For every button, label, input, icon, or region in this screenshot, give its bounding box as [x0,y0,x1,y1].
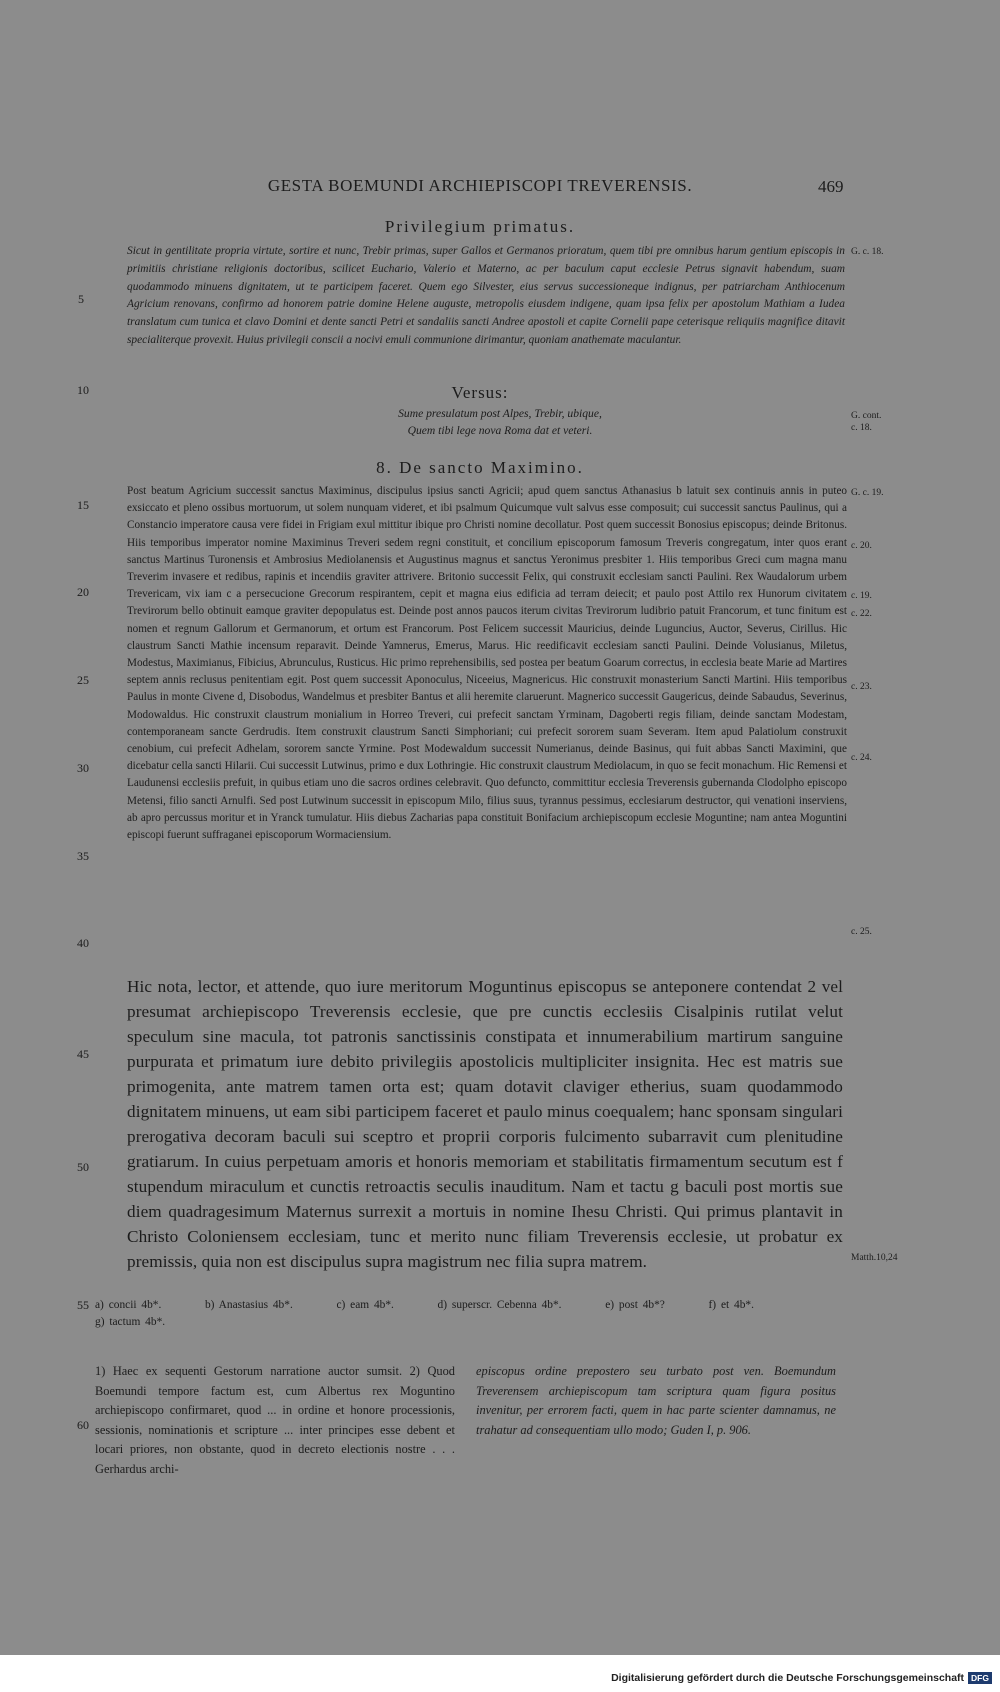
margin-note-c24: c. 24. [851,753,872,763]
versus-title: Versus: [451,383,509,402]
margin-note-c25: c. 25. [851,927,872,937]
apparatus-e: e) post 4b*? [605,1299,665,1311]
line-number: 35 [77,849,89,863]
line-number: 30 [77,761,89,775]
verse-line-2: Quem tibi lege nova Roma dat et veteri. [407,424,593,437]
line-number: 40 [77,936,89,950]
line-number: 20 [77,585,89,599]
margin-note-c23: c. 23. [851,682,872,692]
apparatus-f: f) et 4b*. [708,1299,754,1311]
commentary-text: Hic nota, lector, et attende, quo iure meritorum Moguntinus episcopus se anteponere contendat 2 vel presumat archiepiscopo Treverensis ecclesie, que pre cunctis ecclesiis Cisalpinis rutilat velut speculum sine macula, tot patronis sanctissinis constipata et innumerabilium martirum sanguine purpurata et primatum iure debito privilegiis apostolicis multipliciter insignita. Hec est matris sue primogenita, ante matrem tamen orta est; quam dotavit claviger etherius, suam quodammodo dignitatem minuens, ut eam sibi participem faceret et paulo minus coequalem; hanc sponsam singulari prerogativa decoram baculi sui sceptro et proprii corporis fulcimento subarravit cum plenitudine gratiarum. In cuius perpetuam amoris et honoris memoriam et stabilitatis firmamentum secutum est f stupendum miraculum et cunctis retroactis seculis inauditum. Nam et tactu g baculi post mortis sue diem quadragesimum Maternus surrexit a mortuis in nomine Ihesu Christi. Qui primus plantavit in Christo Coloniensem ecclesiam, tunc et merito nunc filiam Treverensis ecclesie, ut probatur ex premissis, quia non est discipulus supra magistrum nec filia supra matrem. [127,977,843,1271]
page-number: 469 [818,177,844,196]
margin-note-c22: c. 22. [851,609,872,619]
privilege-text: Sicut in gentilitate propria virtute, sortire et nunc, Trebir primas, super Gallos et Germanos prioratum, quem tibi pre omnibus harum gentium episcopis in primitiis christiane religionis doctoribus, scilicet Euchario, Valerio et Materno, ac per baculum caput ecclesie Petrus signavit habendum, suam quodammodo minuens dignitatem, ut te participem faceret. Quem ego Silvester, eius servus successioneque indignus, per patriarcham Anthiocenum Agricium renovans, confirmo ad honorem patrie domine Helene auguste, metropolis eiusdem indigene, quam ipsa felix per apostolum Mathiam a Iudea translatum cum tunica et clavo Domini et dente sancti Petri et sandaliis sancti Andree apostoli et capite Cornelii pape ceterisque reliquiis magnifice ditavit specialiterque provexit. Huius privilegii conscii a nocivi emuli communione dirimantur, quoniam anathemate maculantur. [127,245,845,346]
line-number: 15 [77,498,89,512]
margin-note-privilege: G. c. 18. [851,247,884,257]
apparatus-criticus [95,1297,855,1331]
maximinus-text: Post beatum Agricium successit sanctus Maximinus, discipulus ipsius sancti Agricii; apud quem sanctus Athanasius b latuit sex continuis annis in puteo exsiccato et pleno ossibus mortuorum, ut solem nunquam videret, et ibi psalmum Quicumque vult salvus esse composuit; cui successit sanctus Paulinus, qui a Constancio imperatore causa vere fidei in Frigiam exul mittitur ibique pro Christi nomine decollatur. Post quem successit Bonosius episcopus; deinde Britonus. Hiis temporibus imperator nomine Maximinus Treveri sedem regni constituit, et concilium episcoporum famosum Treveris congregatum, inter quos erant sanctus Martinus Turonensis et Ambrosius Mediolanensis et Augustinus magnus et sanctus Yeronimus presbiter 1. Hiis temporibus Greci cum magna manu Treverim invasere et redibus, rapinis et incendiis graviter attrivere. Britonio successit Felix, qui construxit ecclesiam sancti Paulini. Rex Waudalorum urbem Trevericam, vix iam c a persecucione Grecorum respirantem, cepit et magna eius edificia ad terram deiecit; et paulo post Attilo rex Hunorum civitatem Trevirorum bello obtinuit eamque graviter depopulatus est. Deinde post annos paucos iterum civitas Trevirorum ludibrio patuit Francorum, et tunc finitum est nomen et regnum Gallorum et Germanorum, et ortum est Francorum. Post Felicem successit Mauricius, deinde Luguncius, Auctor, Severus, Cirillus. Hic claustrum Sancti Mathie incensum reparavit. Deinde Yamnerus, Emerus, Marus. Hic reedificavit ecclesiam sancti Paulini. Deinde Volusianus, Miletus, Modestus, Maximianus, Fibicius, Abrunculus, Rusticus. Hic primo reprehensibilis, sed postea per beatum Goarum correctus, in ecclesia beate Marie ad Martires septem annis reclusus penitentiam egit. Post quem successit Aponoculus, Niceeius, Magnericus. Hic construxit monasterium Sancti Martini. Hiis temporibus Paulus in monte Civene d, Disobodus, Wandelmus et presbiter Bantus et alii heremite claruerunt. Magnerico successit Gaugericus, deinde Sabaudus, Severinus, Modowaldus. Hic construxit claustrum monialium in Horreo Treveri, cui prefecit sanctam Yrminam, Dagoberti regis filiam, deinde sanctam Modestam, contemporaneam sancte Gerdrudis. Item construxit claustrum Sancti Simphoriani; cui prefecit sororem suam Severam. Item apud Palatiolum construxit cenobium, cui prefecit Adhelam, sororem sancte Yrmine. Post Modewaldum successit Numerianus, deinde Basinus, qui fuit abbas Sancti Maximini, que dicebatur cella sancti Hilarii. Cui successit Lutwinus, primo e dux Lothringie. Hic construxit claustrum Mediolacum, in quo se fecit monachum. Hic Remensi et Laudunensi ecclesiis prefuit, in quibus etiam uno die sacros ordines celebravit. Quo defuncto, committitur ecclesia Treverensis gubernanda Clodolpho episcopo Metensi, filio sancti Arnulfi. Sed post Lutwinum successit in episcopum Milo, filius suus, tyrannus pessimus, ecclesiarum destructor, qui venationi inserviens, ab apro percussus moritur et in Yranck tumulatur. Hiis diebus Zacharias papa constituit Bonifacium archiepiscopum ecclesie Moguntine; nam antea Moguntini episcopi fuerunt suffraganei episcoporum Wormaciensium. [127,485,847,842]
line-number: 10 [77,383,89,397]
apparatus-b: b) Anastasius 4b*. [204,1299,293,1311]
line-number: 25 [77,673,89,687]
digitization-credit [611,1672,992,1684]
margin-note-c20: c. 20. [851,541,872,551]
running-head: GESTA BOEMUNDI ARCHIEPISCOPI TREVERENSIS. [267,176,693,195]
apparatus-g: g) tactum 4b*. [95,1316,166,1328]
verse-line-1: Sume presulatum post Alpes, Trebir, ubique, [398,407,602,420]
line-number: 5 [78,292,84,306]
line-number: 60 [77,1418,89,1432]
margin-note-versus-1: G. cont. [851,411,882,421]
footnotes-right-column: episcopus ordine prepostero seu turbato post ven. Boemundum Treverensem archiepiscopum tam scriptura quam figura positus invenitur, per errorem facti, quem in hac parte scienter damnamus, ne trahatur ad consequentiam ullo modo; Guden I, p. 906. [476,1364,836,1437]
line-number: 55 [77,1298,89,1312]
margin-note-matth: Matth.10,24 [851,1253,898,1263]
line-number: 50 [77,1160,89,1174]
margin-note-versus-2: c. 18. [851,423,872,433]
apparatus-a: a) concii 4b*. [95,1299,162,1311]
verse [300,405,700,439]
margin-note-c19: G. c. 19. [851,488,884,498]
margin-note-c19b: c. 19. [851,591,872,601]
apparatus-d: d) superscr. Cebenna 4b*. [437,1299,562,1311]
dfg-logo-icon: DFG [968,1672,992,1684]
maximinus-title: 8. De sancto Maximino. [376,458,584,477]
credit-text: Digitalisierung gefördert durch die Deutsche Forschungsgemeinschaft [611,1672,965,1684]
apparatus-c: c) eam 4b*. [336,1299,394,1311]
footnotes-left-column: 1) Haec ex sequenti Gestorum narratione auctor sumsit. 2) Quod Boemundi tempore factum est, cum Albertus rex Moguntino archiepiscopo confirmaret, quod ... in ordine et honore processionis, sessionis, nominationis et scripture ... inter principes esse debent et locari priores, non obstante, quod in decreto electionis nostre . . . Gerhardus archi- [95,1364,455,1476]
privilege-title: Privilegium primatus. [384,217,576,236]
line-number: 45 [77,1047,89,1061]
